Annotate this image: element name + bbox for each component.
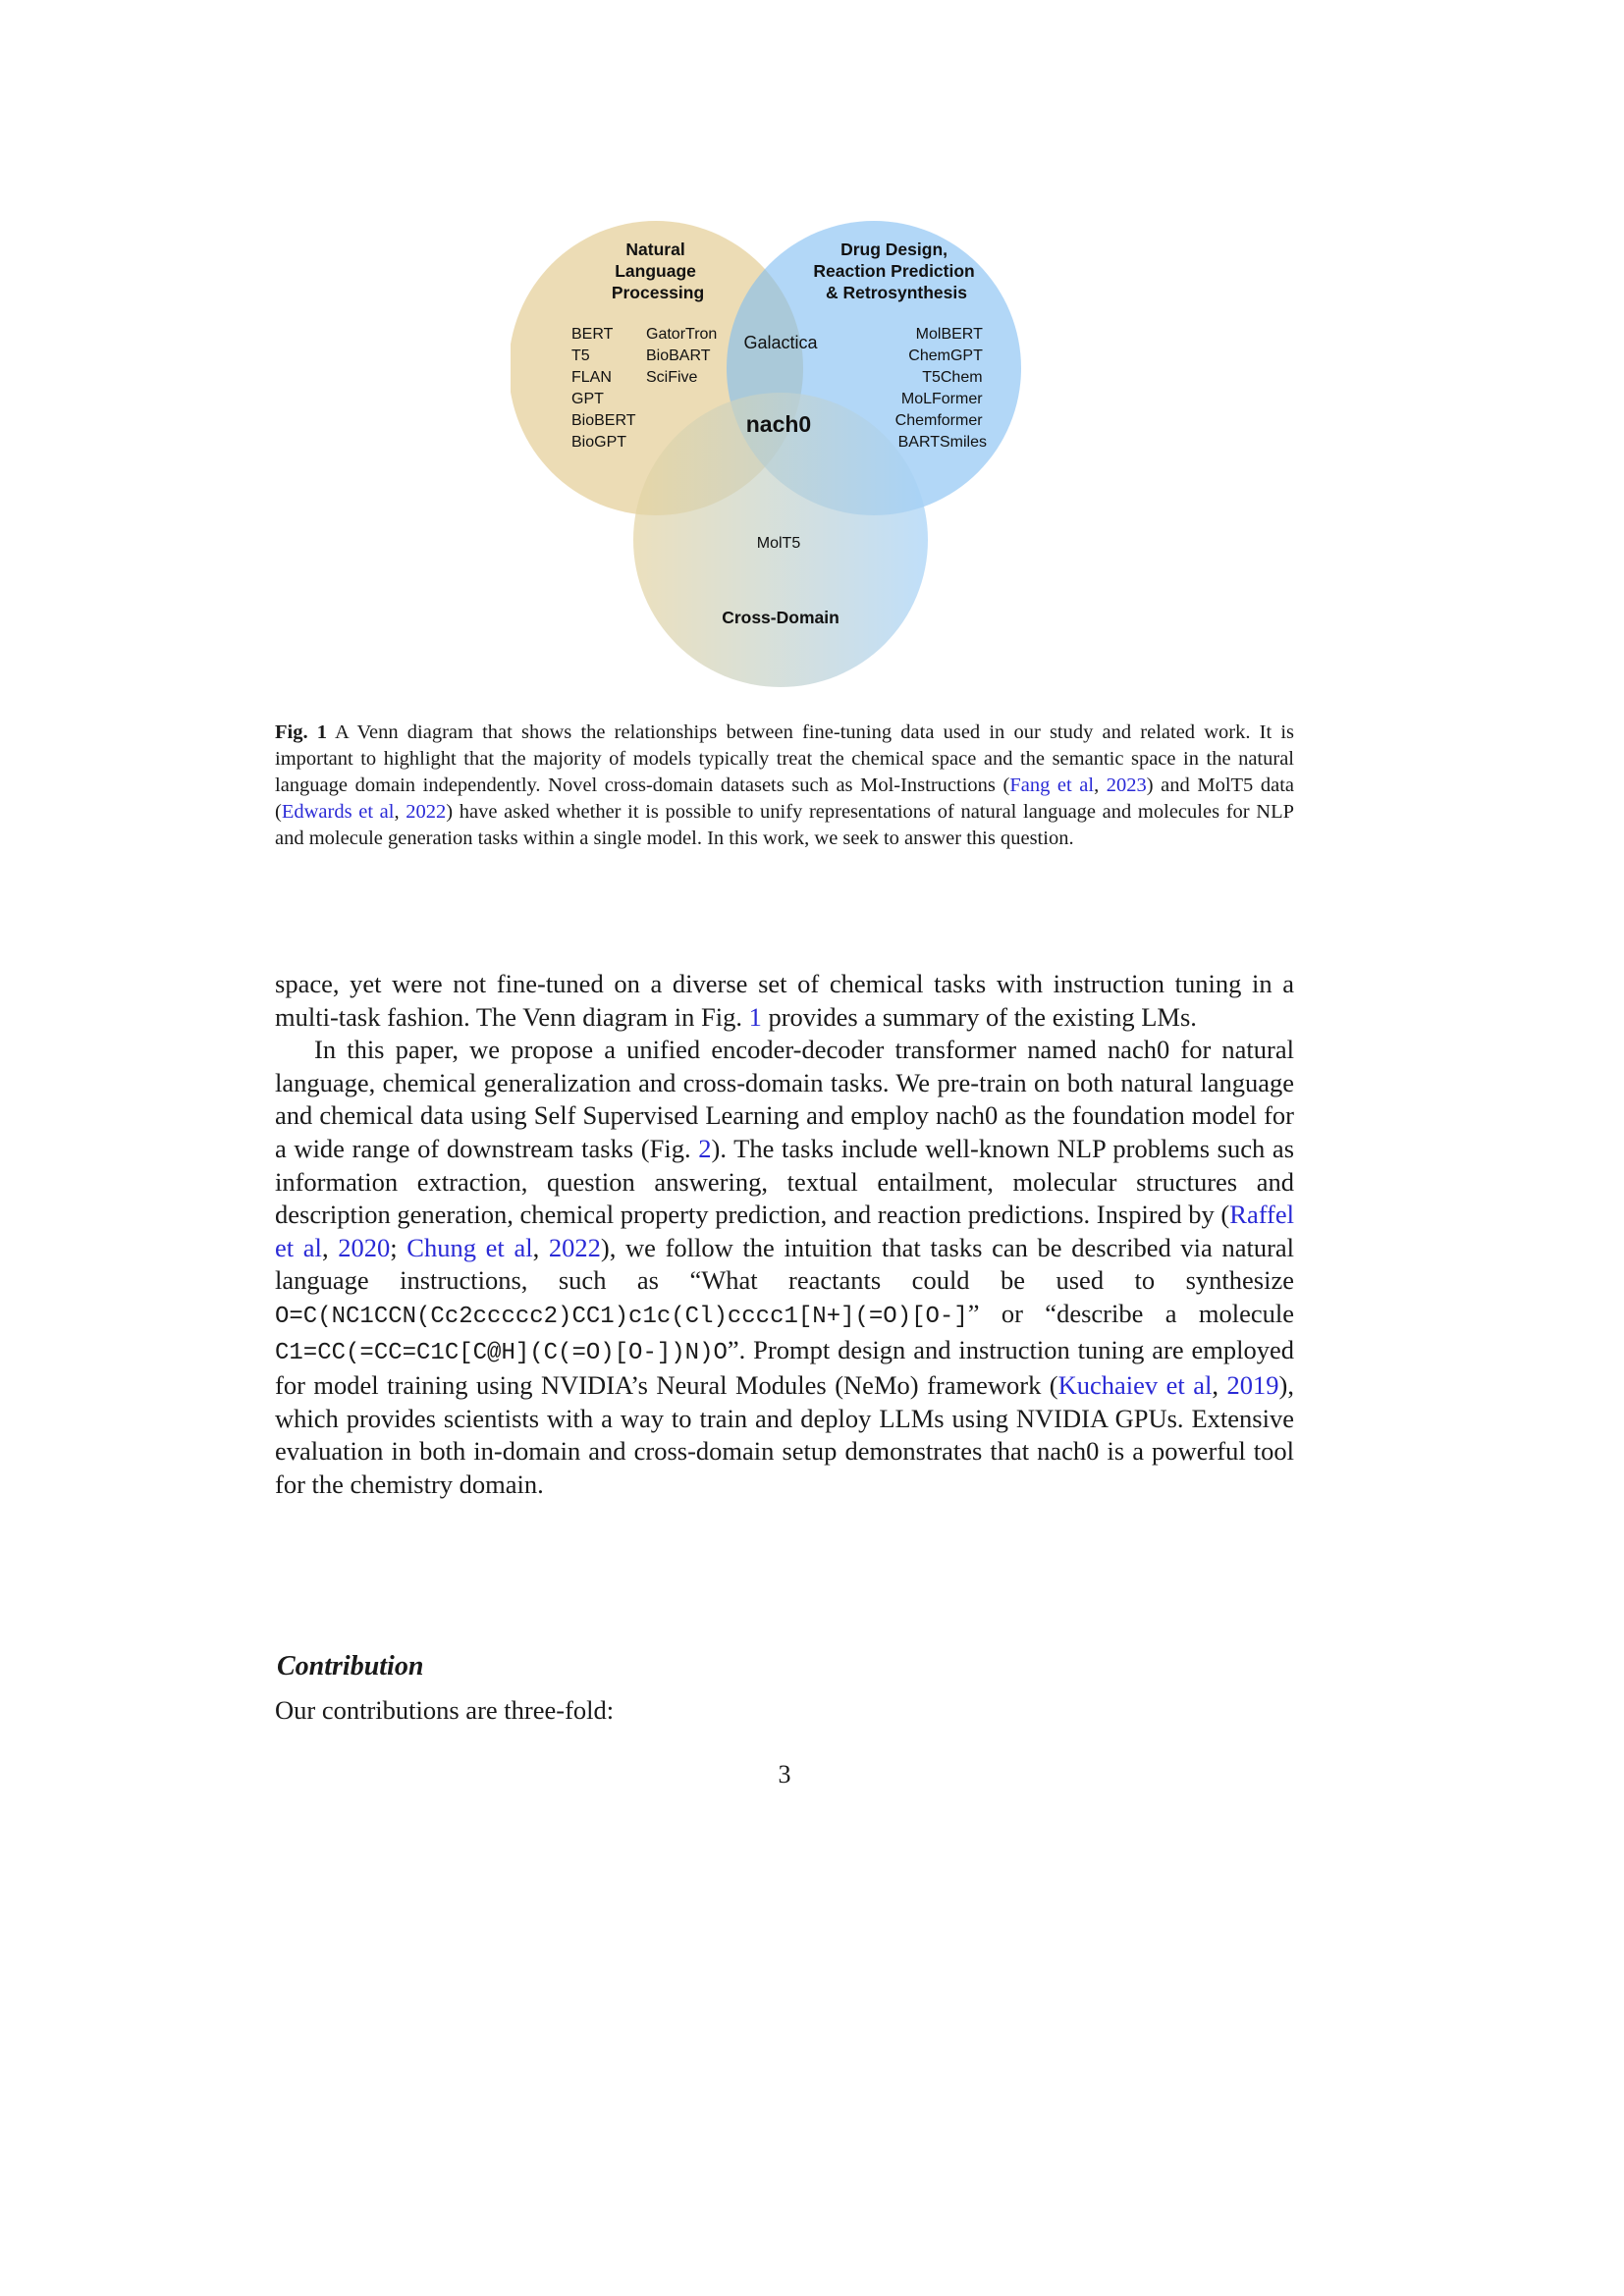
nlp-title-line3: Processing	[611, 283, 705, 302]
caption-text: A Venn diagram that shows the relationships between fine-tuning data used in our study and related work. It is important to highlight that the majority of models typically treat the chemical space and the semantic space in the natural language domain independently. Novel cross-domain datasets such as Mol-Instructions (	[275, 721, 1294, 796]
citation-link[interactable]: Raffel et al	[275, 1200, 1294, 1262]
caption-text: ) have asked whether it is possible to unify representations of natural language and molecules for NLP and molecule generation tasks within a single model. In this work, we seek to answer this question.	[275, 801, 1295, 849]
caption-text: ,	[394, 801, 406, 823]
citation-link[interactable]: 2020	[338, 1232, 391, 1262]
text: provides a summary of the existing LMs.	[761, 1001, 1197, 1032]
text: ,	[532, 1232, 549, 1262]
citation-link[interactable]: Kuchaiev et al	[1057, 1370, 1213, 1401]
citation-link[interactable]: Chung et al	[406, 1232, 533, 1262]
text: space, yet were not fine-tuned on a diverse set of chemical tasks with instruction tuning in a multi-task fashion. The Venn diagram in Fig.	[275, 969, 1294, 1032]
text: ;	[390, 1232, 407, 1262]
paragraph	[275, 968, 1294, 1034]
drug-model: MoLFormer	[900, 391, 983, 407]
citation-link[interactable]: 2019	[1226, 1370, 1279, 1401]
overlap-molt5: MolT5	[756, 535, 801, 552]
nlp-model: GPT	[571, 391, 604, 407]
nlp-model: FLAN	[571, 369, 612, 386]
drug-title-line1: Drug Design,	[840, 240, 948, 259]
smiles-string: C1=CC(=CC=C1C[C@H](C(=O)[O-])N)O	[275, 1339, 728, 1366]
citation-link[interactable]: Fang et al	[1009, 774, 1095, 796]
paragraph	[275, 1034, 1294, 1501]
nlp-model: BERT	[571, 326, 614, 343]
text: ), we follow the intuition that tasks can be described via natural language instructions, such as “What reactants could be used to synthesize	[275, 1232, 1295, 1296]
drug-model: T5Chem	[922, 369, 983, 386]
page-number: 3	[778, 1760, 791, 1789]
text: ”. Prompt design and instruction tuning are employed for model training using NVIDIA’s Neural Modules (NeMo) framework (	[275, 1334, 1294, 1401]
nlp-model: SciFive	[646, 369, 698, 386]
caption-label: Fig. 1	[275, 721, 328, 743]
text: ,	[1212, 1370, 1227, 1401]
figure-caption	[275, 720, 1294, 852]
text: ), which provides scientists with a way to train and deploy LLMs using NVIDIA GPUs. Extensive evaluation in both in-domain and cross-domain setup demonstrates that nach0 is a powerful tool for the chemistry domain.	[275, 1370, 1294, 1499]
text: ). The tasks include well-known NLP problems such as information extraction, question answering, textual entailment, molecular structures and description generation, chemical property prediction, and reaction predictions. Inspired by (	[275, 1133, 1295, 1230]
figure-ref-link[interactable]: 1	[748, 1001, 762, 1032]
citation-link[interactable]: 2022	[406, 801, 447, 823]
caption-text: ,	[1094, 774, 1107, 796]
nlp-model: GatorTron	[646, 326, 718, 343]
overlap-galactica: Galactica	[743, 333, 818, 352]
drug-model: MolBERT	[915, 326, 983, 343]
section-intro-text: Our contributions are three-fold:	[275, 1695, 615, 1725]
text: In this paper, we propose a unified encoder-decoder transformer named nach0 for natural language, chemical generalization and cross-domain tasks. We pre-train on both natural language and chemical data using Self Supervised Learning and employ nach0 as the foundation model for a wide range of downstream tasks (Fig.	[275, 1035, 1294, 1163]
nlp-title-line1: Natural	[625, 240, 685, 259]
cross-domain-title: Cross-Domain	[722, 608, 839, 627]
venn-diagram-figure	[511, 211, 1060, 707]
caption-text: ) and MolT5 data (	[275, 774, 1295, 823]
nlp-model: BioBERT	[571, 412, 636, 429]
drug-title-line3: & Retrosynthesis	[826, 283, 967, 302]
drug-model: BARTSmiles	[897, 434, 987, 451]
drug-title-line2: Reaction Prediction	[813, 261, 975, 281]
nlp-model: BioBART	[646, 347, 711, 364]
drug-model: ChemGPT	[908, 347, 983, 364]
text: ” or “describe a molecule	[967, 1298, 1294, 1328]
nlp-model: T5	[571, 347, 590, 364]
drug-model: Chemformer	[894, 412, 983, 429]
nlp-model: BioGPT	[571, 434, 627, 451]
citation-link[interactable]: 2023	[1106, 774, 1147, 796]
figure-ref-link[interactable]: 2	[698, 1133, 712, 1163]
citation-link[interactable]: Edwards et al	[281, 801, 395, 823]
section-heading: Contribution	[277, 1651, 424, 1682]
center-nach0: nach0	[745, 411, 812, 437]
text: ,	[321, 1232, 339, 1262]
venn-diagram	[511, 211, 1060, 707]
smiles-string: O=C(NC1CCN(Cc2ccccc2)CC1)c1c(Cl)cccc1[N+](=O)[O-]	[275, 1303, 968, 1330]
citation-link[interactable]: 2022	[548, 1232, 601, 1262]
body-text	[275, 968, 1294, 1502]
nlp-title-line2: Language	[615, 261, 696, 281]
